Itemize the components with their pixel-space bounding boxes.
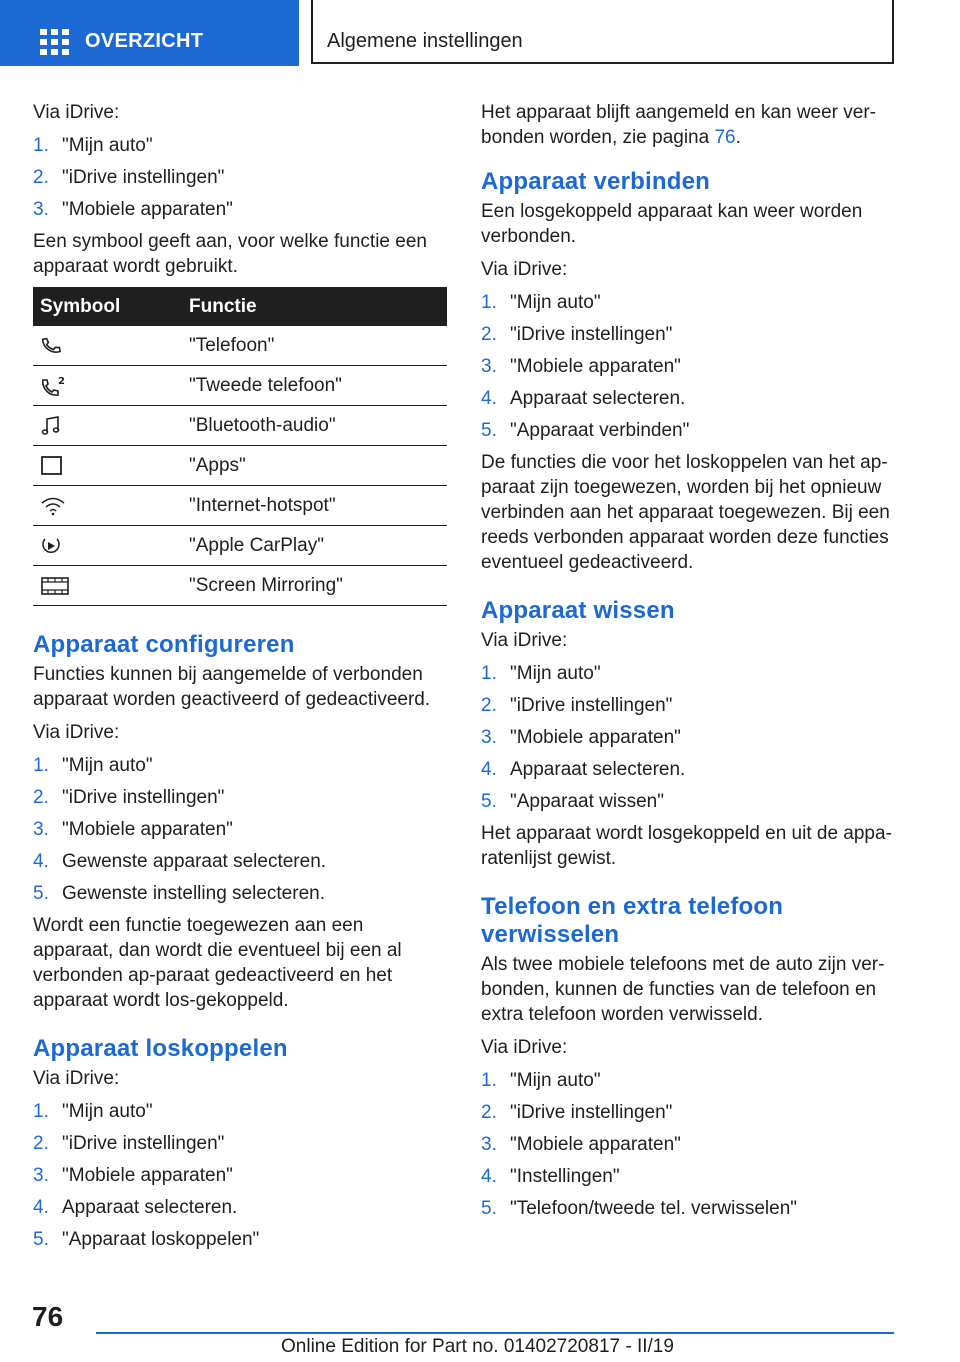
second-phone-icon <box>40 374 66 398</box>
list-item: 4. Apparaat selecteren. <box>481 759 686 780</box>
steps-list <box>481 1068 895 1221</box>
connect-intro: Een losgekoppeld apparaat kan weer worden verbonden. <box>481 201 863 247</box>
phone-icon <box>40 335 62 357</box>
list-item: 4. "Instellingen" <box>481 1166 620 1187</box>
list-item: 1. "Mijn auto" <box>481 663 601 684</box>
page-link[interactable]: 76 <box>714 127 736 148</box>
wifi-icon <box>40 495 66 517</box>
list-item: 4. Apparaat selecteren. <box>481 388 686 409</box>
list-item: 2. "iDrive instellingen" <box>481 695 673 716</box>
list-item: 1. "Mijn auto" <box>481 292 601 313</box>
heading-connect: Apparaat verbinden <box>481 168 710 195</box>
list-item: 2. "iDrive instellingen" <box>481 1102 673 1123</box>
table-row <box>33 486 447 526</box>
table-cell: "Internet-hotspot" <box>182 486 447 526</box>
via-idrive-label: Via iDrive: <box>33 722 120 743</box>
table-cell: "Screen Mirroring" <box>182 566 447 606</box>
list-item: 5. "Apparaat verbinden" <box>481 420 690 441</box>
top-bar <box>0 0 960 66</box>
list-item: 1. "Mijn auto" <box>481 1070 601 1091</box>
overview-button[interactable] <box>0 0 299 66</box>
table-cell: "Bluetooth-audio" <box>182 406 447 446</box>
list-item: 2. "iDrive instellingen" <box>33 167 225 188</box>
via-idrive-label: Via iDrive: <box>481 259 568 280</box>
list-item: 3. "Mobiele apparaten" <box>481 1134 681 1155</box>
overview-label: OVERZICHT <box>85 30 204 52</box>
list-item: 3. "Mobiele apparaten" <box>33 1165 233 1186</box>
carplay-icon <box>40 535 62 557</box>
music-note-icon <box>40 415 62 437</box>
table-row <box>33 446 447 486</box>
table-row <box>33 406 447 446</box>
list-item: 2. "iDrive instellingen" <box>33 1133 225 1154</box>
apps-square-icon <box>40 455 64 477</box>
heading-delete: Apparaat wissen <box>481 597 675 624</box>
via-idrive-label: Via iDrive: <box>481 630 568 651</box>
page-number: 76 <box>32 1301 64 1332</box>
list-item: 3. "Mobiele apparaten" <box>481 727 681 748</box>
left-column <box>33 100 447 1259</box>
list-item: 1. "Mijn auto" <box>33 755 153 776</box>
list-item: 1. "Mijn auto" <box>33 135 153 156</box>
steps-list <box>33 1099 447 1252</box>
list-item: 2. "iDrive instellingen" <box>33 787 225 808</box>
table-row <box>33 326 447 366</box>
steps-list <box>481 290 895 443</box>
swap-intro: Als twee mobiele telefoons met de auto zijn ver-bonden, kunnen de functies van de telefoon en extra telefoon worden verwisseld. <box>481 954 885 1025</box>
steps-list <box>33 133 447 222</box>
list-item: 2. "iDrive instellingen" <box>481 324 673 345</box>
symbol-intro: Een symbool geeft aan, voor welke functie een apparaat wordt gebruikt. <box>33 231 427 277</box>
footer-divider <box>96 1332 894 1334</box>
connect-note: De functies die voor het loskoppelen van het ap-paraat zijn toegewezen, worden bij het opnieuw verbinden aan het apparaat toegewezen. Bij een reeds verbonden apparaat worden deze functies eventueel gedeactiveerd. <box>481 452 890 573</box>
heading-configure: Apparaat configureren <box>33 631 295 658</box>
steps-list <box>481 661 895 814</box>
table-header-function: Functie <box>182 287 447 326</box>
table-row <box>33 566 447 606</box>
symbol-table <box>33 287 447 606</box>
section-title-box <box>311 0 894 64</box>
heading-disconnect: Apparaat loskoppelen <box>33 1035 288 1062</box>
list-item: 3. "Mobiele apparaten" <box>33 199 233 220</box>
table-cell: "Tweede telefoon" <box>182 366 447 406</box>
table-cell: "Telefoon" <box>182 326 447 366</box>
steps-list <box>33 753 447 906</box>
via-idrive-label: Via iDrive: <box>33 1068 120 1089</box>
list-item: 4. Gewenste apparaat selecteren. <box>33 851 327 872</box>
via-idrive-label: Via iDrive: <box>33 102 120 123</box>
footer-edition: Online Edition for Part no. 01402720817 - II/19 <box>281 1336 674 1357</box>
list-item: 5. "Apparaat loskoppelen" <box>33 1229 260 1250</box>
remain-paragraph: Het apparaat blijft aangemeld en kan weer ver-bonden worden, zie pagina 76. <box>481 102 877 148</box>
list-item: 5. "Telefoon/tweede tel. verwisselen" <box>481 1198 798 1219</box>
table-row <box>33 526 447 566</box>
list-item: 1. "Mijn auto" <box>33 1101 153 1122</box>
list-item: 5. "Apparaat wissen" <box>481 791 664 812</box>
list-item: 5. Gewenste instelling selecteren. <box>33 883 325 904</box>
right-column <box>481 100 895 1228</box>
list-item: 4. Apparaat selecteren. <box>33 1197 238 1218</box>
list-item: 3. "Mobiele apparaten" <box>33 819 233 840</box>
grid-icon <box>40 29 68 53</box>
via-idrive-label: Via iDrive: <box>481 1037 568 1058</box>
table-row <box>33 366 447 406</box>
list-item: 3. "Mobiele apparaten" <box>481 356 681 377</box>
section-title: Algemene instellingen <box>327 30 523 52</box>
delete-note: Het apparaat wordt losgekoppeld en uit de appa-ratenlijst gewist. <box>481 823 892 869</box>
svg-text:2: 2 <box>58 375 65 387</box>
configure-intro: Functies kunnen bij aangemelde of verbonden apparaat worden geactiveerd of gedeactiveerd. <box>33 664 431 710</box>
configure-note: Wordt een functie toegewezen aan een apparaat, dan wordt die eventueel bij een al verbonden ap-paraat gedeactiveerd en het apparaat wordt los-gekoppeld. <box>33 915 402 1011</box>
heading-swap-phones: Telefoon en extra telefoon verwisselen <box>481 893 784 948</box>
table-cell: "Apps" <box>182 446 447 486</box>
table-cell: "Apple CarPlay" <box>182 526 447 566</box>
table-header-symbol: Symbool <box>33 287 182 326</box>
screen-mirroring-icon <box>40 575 70 597</box>
table-header-row <box>33 287 447 326</box>
